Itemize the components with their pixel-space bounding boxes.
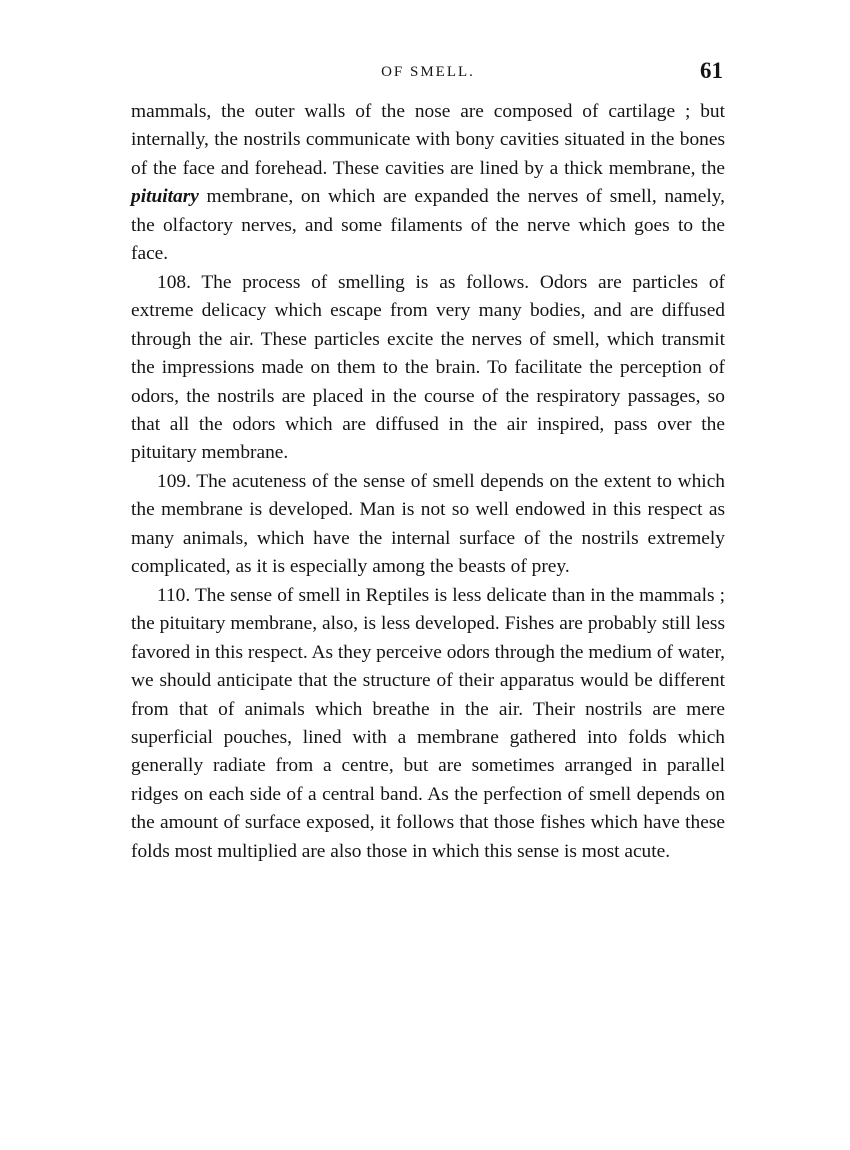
body-text — [131, 98, 725, 866]
book-page — [131, 58, 725, 866]
paragraph-108 — [131, 269, 725, 468]
paragraph-110 — [131, 582, 725, 867]
running-title: OF SMELL. — [381, 64, 475, 80]
paragraph-number: 110. — [157, 584, 191, 606]
paragraph-number: 109. — [157, 470, 191, 492]
page-number: 61 — [700, 58, 723, 83]
emphasized-term: pituitary — [131, 186, 199, 208]
paragraph-number: 108. — [157, 271, 191, 293]
paragraph-continued — [131, 98, 725, 269]
running-header — [131, 58, 725, 98]
paragraph-text: The process of smelling is as follows. Odors are particles of extreme delicacy which escape from very many bodies, and are diffused through the air. These particles excite the nerves of smell, which transmit the impressions made on them to the brain. To facilitate the perception of odors, the nostrils are placed in the course of the respiratory passages, so that all the odors which are diffused in the air inspired, pass over the pituitary membrane. — [131, 271, 725, 464]
paragraph-109 — [131, 468, 725, 582]
paragraph-text-after-emphasis: membrane, on which are expanded the nerves of smell, namely, the olfactory nerves, and some filaments of the nerve which goes to the face. — [131, 186, 725, 265]
paragraph-text: The acuteness of the sense of smell depends on the extent to which the membrane is developed. Man is not so well endowed in this respect as many animals, which have the internal surface of the nostrils extremely complicated, as it is especially among the beasts of prey. — [131, 470, 726, 578]
paragraph-text-before-emphasis: mammals, the outer walls of the nose are composed of cartilage ; but internally, the nostrils communicate with bony cavities situated in the bones of the face and forehead. These cavities are lined by a thick membrane, the — [131, 101, 725, 179]
paragraph-text: The sense of smell in Reptiles is less delicate than in the mammals ; the pituitary membrane, also, is less developed. Fishes are probably still less favored in this respect. As they perceive odors through the medium of water, we should anticipate that the structure of their apparatus would be different from that of animals which breathe in the air. Their nostrils are mere superficial pouches, lined with a membrane gathered into folds which generally radiate from a centre, but are sometimes arranged in parallel ridges on each side of a central band. As the perfection of smell depends on the amount of surface exposed, it follows that those fishes which have these folds most multiplied are also those in which this sense is most acute. — [131, 584, 725, 862]
